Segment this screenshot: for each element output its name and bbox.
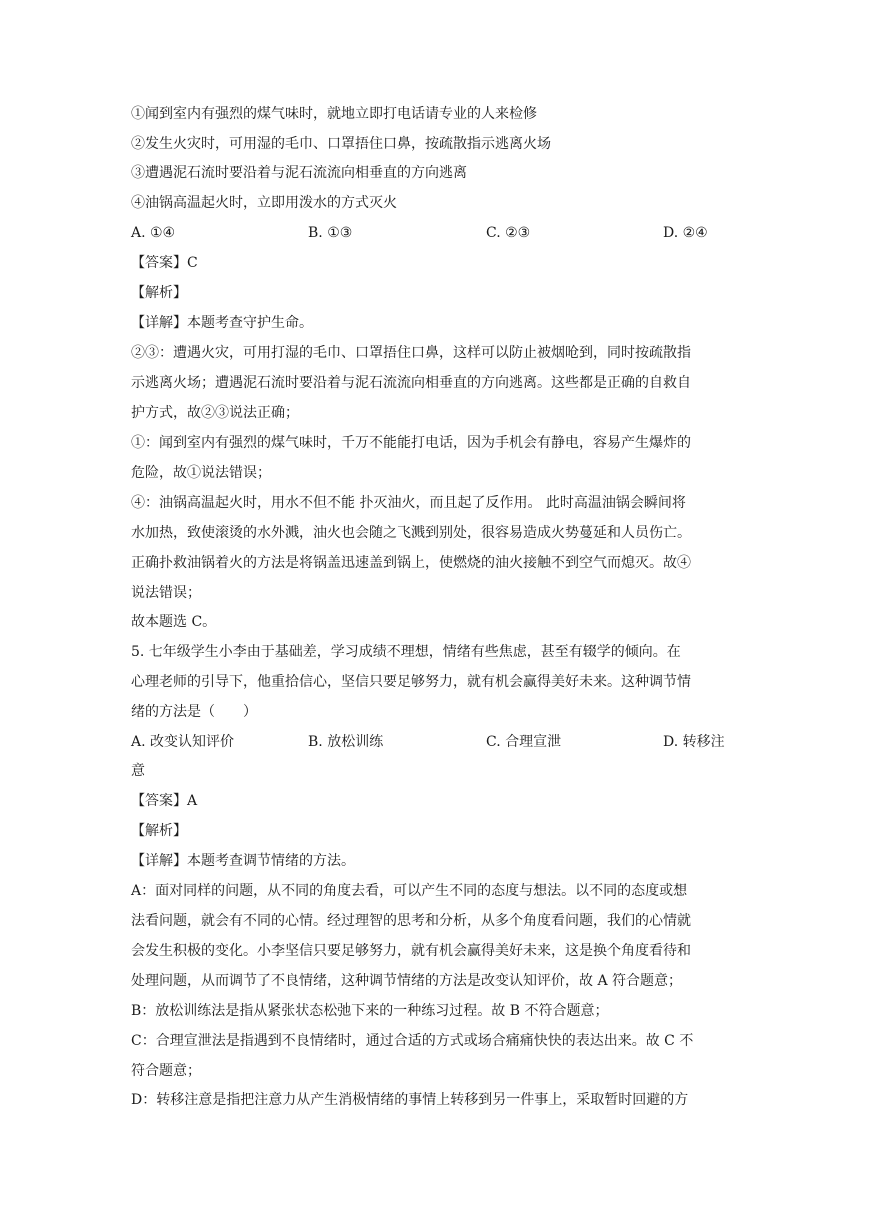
q4-explanation-line: 护方式，故②③说法正确；	[131, 405, 299, 421]
q4-explanation-line: ①：闻到室内有强烈的煤气味时，千万不能能打电话，因为手机会有静电，容易产生爆炸的	[131, 435, 691, 451]
q5-explanation-line: C：合理宣泄法是指遇到不良情绪时，通过合适的方式或场合痛痛快快的表达出来。故 C 不	[131, 1033, 694, 1049]
q5-explanation-line: 符合题意；	[131, 1063, 201, 1079]
q4-options	[131, 223, 741, 243]
q5-option-b: B. 放松训练	[308, 734, 384, 750]
q4-answer: 【答案】C	[131, 255, 198, 271]
q5-option-c: C. 合理宣泄	[486, 734, 562, 750]
q4-option-c: C. ②③	[486, 225, 531, 241]
q4-option-a: A. ①④	[131, 225, 176, 241]
q4-analysis-label: 【解析】	[131, 285, 187, 301]
statement-2: ②发生火灾时，可用湿的毛巾、口罩捂住口鼻，按疏散指示逃离火场	[131, 136, 551, 152]
statement-3: ③遭遇泥石流时要沿着与泥石流流向相垂直的方向逃离	[131, 165, 467, 181]
q5-analysis-label: 【解析】	[131, 823, 187, 839]
q5-options	[131, 732, 741, 752]
q5-explanation-line: 处理问题，从而调节了不良情绪，这种调节情绪的方法是改变认知评价，故 A 符合题意；	[131, 973, 683, 989]
q4-conclusion: 故本题选 C。	[131, 614, 217, 630]
q5-option-d: D. 转移注	[663, 734, 725, 750]
q4-explanation-line: 说法错误；	[131, 585, 201, 601]
q5-explanation-line: 【详解】本题考查调节情绪的方法。	[131, 853, 355, 869]
q5-explanation-line: A：面对同样的问题，从不同的角度去看，可以产生不同的态度与想法。以不同的态度或想	[131, 883, 688, 899]
q5-explanation-line: B：放松训练法是指从紧张状态松弛下来的一种练习过程。故 B 不符合题意；	[131, 1003, 609, 1019]
q4-explanation-line: 示逃离火场；遭遇泥石流时要沿着与泥石流流向相垂直的方向逃离。这些都是正确的自救自	[131, 375, 691, 391]
q4-explanation-line: 危险，故①说法错误；	[131, 465, 271, 481]
q4-explanation-line: 正确扑救油锅着火的方法是将锅盖迅速盖到锅上，使燃烧的油火接触不到空气而熄灭。故④	[131, 555, 691, 571]
q4-option-b: B. ①③	[308, 225, 353, 241]
q5-option-a: A. 改变认知评价	[131, 734, 235, 750]
q5-explanation-line: 法看问题，就会有不同的心情。经过理智的思考和分析，从多个角度看问题，我们的心情就	[131, 913, 691, 929]
q5-answer: 【答案】A	[131, 793, 198, 809]
q5-stem-line: 5. 七年级学生小李由于基础差，学习成绩不理想，情绪有些焦虑，甚至有辍学的倾向。在	[131, 644, 681, 660]
q4-option-d: D. ②④	[663, 225, 708, 241]
q5-explanation-line: 会发生积极的变化。小李坚信只要足够努力，就有机会赢得美好未来，这是换个角度看待和	[131, 943, 691, 959]
q4-explanation-line: ④：油锅高温起火时，用水不但不能 扑灭油火，而且起了反作用。 此时高温油锅会瞬间将	[131, 495, 686, 511]
q5-stem-line: 心理老师的引导下，他重拾信心，坚信只要足够努力，就有机会赢得美好未来。这种调节情	[131, 674, 691, 690]
statement-1: ①闻到室内有强烈的煤气味时，就地立即打电话请专业的人来检修	[131, 106, 537, 122]
q4-explanation-line: 水加热，致使滚烫的水外溅，油火也会随之飞溅到别处，很容易造成火势蔓延和人员伤亡。	[131, 525, 691, 541]
statement-4: ④油锅高温起火时，立即用泼水的方式灭火	[131, 195, 397, 211]
q4-explanation-line: ②③：遭遇火灾，可用打湿的毛巾、口罩捂住口鼻，这样可以防止被烟呛到，同时按疏散指	[131, 345, 691, 361]
q5-stem-line: 绪的方法是（ ）	[131, 704, 257, 720]
q5-option-d-wrap: 意	[131, 763, 145, 779]
q5-explanation-line: D：转移注意是指把注意力从产生消极情绪的事情上转移到另一件事上，采取暂时回避的方	[131, 1092, 689, 1108]
q4-explanation-line: 【详解】本题考查守护生命。	[131, 315, 313, 331]
